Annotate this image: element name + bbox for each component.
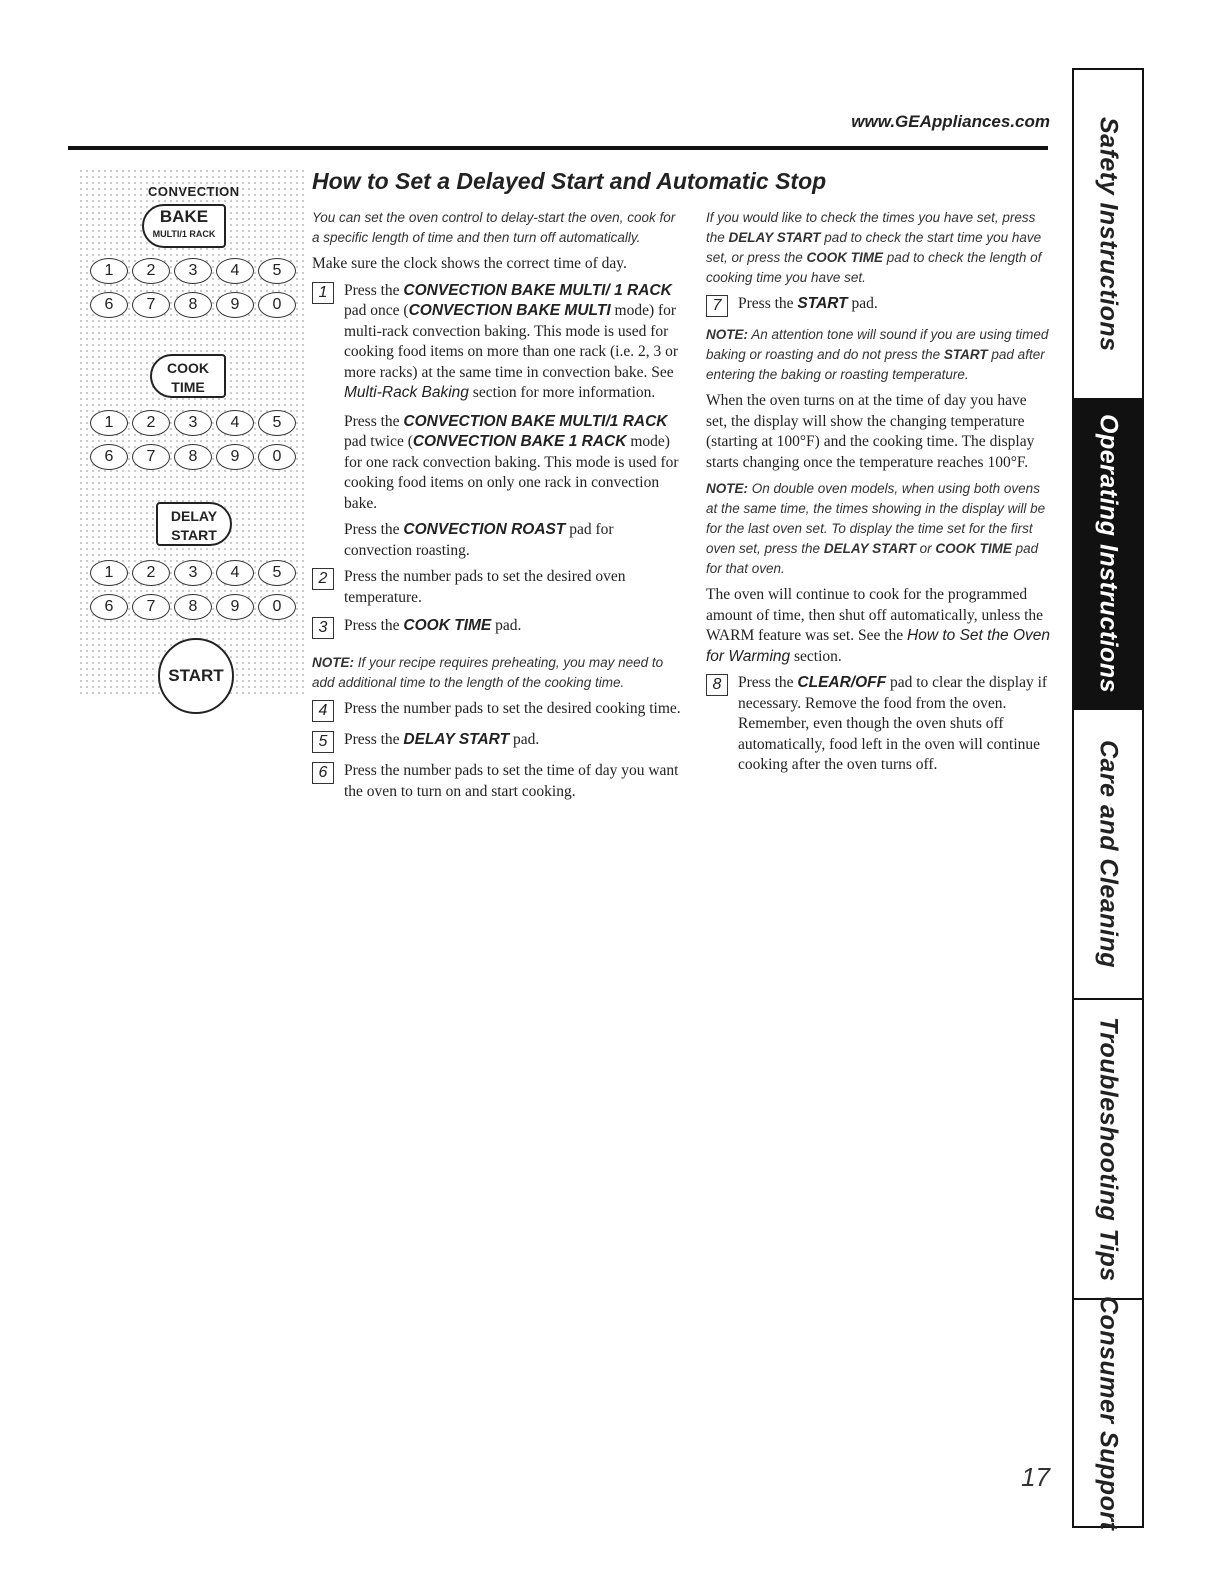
step-8: 8 Press the CLEAR/OFF pad to clear the display if necessary. Remove the food from the oven. Remember, even though the oven shuts off automatically, food left in the oven will continue cooking after the oven turns off. (706, 673, 1051, 776)
number-key[interactable]: 3 (174, 258, 212, 284)
number-key[interactable]: 6 (90, 444, 128, 470)
number-key[interactable]: 9 (216, 292, 254, 318)
number-key[interactable]: 1 (90, 560, 128, 586)
number-key[interactable]: 4 (216, 560, 254, 586)
number-key[interactable]: 5 (258, 560, 296, 586)
step-number: 2 (312, 568, 334, 590)
number-key[interactable]: 7 (132, 444, 170, 470)
step-number: 5 (312, 731, 334, 753)
convection-label: CONVECTION (148, 184, 240, 199)
number-key[interactable]: 1 (90, 258, 128, 284)
tab-operating-instructions[interactable]: Operating Instructions (1074, 400, 1142, 710)
number-key[interactable]: 8 (174, 444, 212, 470)
number-key[interactable]: 2 (132, 410, 170, 436)
step-1: 1 Press the CONVECTION BAKE MULTI/ 1 RACK pad once (CONVECTION BAKE MULTI mode) for multi-rack convection baking. This mode is used for cooking food items on more than one rack (i.e. 2, 3 or more racks) at the same time in convection bake. See Multi-Rack Baking section for more information. (312, 281, 682, 404)
tab-safety-instructions[interactable]: Safety Instructions (1074, 70, 1142, 400)
instructions-column-1 (312, 208, 682, 810)
number-key[interactable]: 8 (174, 594, 212, 620)
number-key[interactable]: 0 (258, 594, 296, 620)
website-url: www.GEAppliances.com (851, 112, 1050, 131)
number-key[interactable]: 5 (258, 410, 296, 436)
start-key[interactable]: START (158, 638, 234, 714)
step-1-option-2: Press the CONVECTION BAKE MULTI/1 RACK pad twice (CONVECTION BAKE 1 RACK mode) for one rack convection baking. This mode is used for cooking food items on only one rack in convection bake. (344, 412, 679, 512)
number-key[interactable]: 0 (258, 292, 296, 318)
number-key[interactable]: 2 (132, 258, 170, 284)
step-number: 6 (312, 762, 334, 784)
note-attention-tone: NOTE: An attention tone will sound if you are using timed baking or roasting and do not press the START pad after entering the baking or roasting temperature. (706, 327, 1049, 382)
clock-text: Make sure the clock shows the correct time of day. (312, 255, 627, 272)
intro-text: You can set the oven control to delay-start the oven, cook for a specific length of time and then turn off automatically. (312, 210, 676, 245)
number-row (90, 594, 296, 620)
number-key[interactable]: 6 (90, 594, 128, 620)
keypad-illustration (78, 168, 308, 698)
number-key[interactable]: 3 (174, 410, 212, 436)
when-oven-turns-on-text: When the oven turns on at the time of day you have set, the display will show the changing temperature (starting at 100°F) and the cooking time. The display starts changing once the temperature reaches 100°F. (706, 392, 1035, 471)
number-key[interactable]: 7 (132, 292, 170, 318)
number-key[interactable]: 1 (90, 410, 128, 436)
step-6: 6 Press the number pads to set the time of day you want the oven to turn on and start cooking. (312, 761, 682, 802)
number-key[interactable]: 6 (90, 292, 128, 318)
cook-time-key[interactable]: COOK TIME (150, 354, 226, 398)
note-double-oven: NOTE: On double oven models, when using both ovens at the same time, the times showing in the display will be for the last oven set. To display the time set for the first oven set, press the DELAY START or COOK TIME pad for that oven. (706, 481, 1046, 576)
tab-troubleshooting-tips[interactable]: Troubleshooting Tips (1074, 1000, 1142, 1300)
section-tabs (1072, 68, 1144, 1531)
number-key[interactable]: 4 (216, 410, 254, 436)
tab-consumer-support[interactable]: Consumer Support (1094, 1295, 1123, 1531)
step-number: 1 (312, 282, 334, 304)
step-3: 3 Press the COOK TIME pad. (312, 616, 682, 639)
instructions-column-2 (706, 208, 1051, 784)
number-row (90, 258, 296, 284)
number-key[interactable]: 0 (258, 444, 296, 470)
step-number: 7 (706, 295, 728, 317)
number-key[interactable]: 2 (132, 560, 170, 586)
number-key[interactable]: 9 (216, 444, 254, 470)
step-number: 4 (312, 700, 334, 722)
step-number: 3 (312, 617, 334, 639)
number-row (90, 444, 296, 470)
step-7: 7 Press the START pad. (706, 294, 1051, 317)
number-row (90, 560, 296, 586)
step-1-option-3: Press the CONVECTION ROAST pad for convection roasting. (344, 521, 614, 559)
number-key[interactable]: 7 (132, 594, 170, 620)
header-rule (68, 146, 1048, 150)
continue-cooking-text: The oven will continue to cook for the programmed amount of time, then shut off automatically, unless the WARM feature was set. See the How to Set the Oven for Warming section. (706, 586, 1051, 665)
number-key[interactable]: 9 (216, 594, 254, 620)
step-2: 2 Press the number pads to set the desired oven temperature. (312, 567, 682, 608)
step-number: 8 (706, 674, 728, 696)
convection-bake-key[interactable]: BAKE MULTI/1 RACK (142, 204, 226, 248)
step-4: 4 Press the number pads to set the desired cooking time. (312, 699, 682, 722)
number-key[interactable]: 3 (174, 560, 212, 586)
number-key[interactable]: 5 (258, 258, 296, 284)
page-number: 17 (1021, 1462, 1050, 1492)
section-title: How to Set a Delayed Start and Automatic Stop (312, 168, 827, 194)
number-key[interactable]: 8 (174, 292, 212, 318)
note-preheating: NOTE: If your recipe requires preheating, you may need to add additional time to the length of the cooking time. (312, 655, 664, 690)
check-times-text: If you would like to check the times you have set, press the DELAY START pad to check the start time you have set, or press the COOK TIME pad to check the length of cooking time you have set. (706, 210, 1042, 285)
tab-care-and-cleaning[interactable]: Care and Cleaning (1074, 710, 1142, 1000)
delay-start-key[interactable]: DELAY START (156, 502, 232, 546)
number-row (90, 410, 296, 436)
number-key[interactable]: 4 (216, 258, 254, 284)
step-5: 5 Press the DELAY START pad. (312, 730, 682, 753)
number-row (90, 292, 296, 318)
